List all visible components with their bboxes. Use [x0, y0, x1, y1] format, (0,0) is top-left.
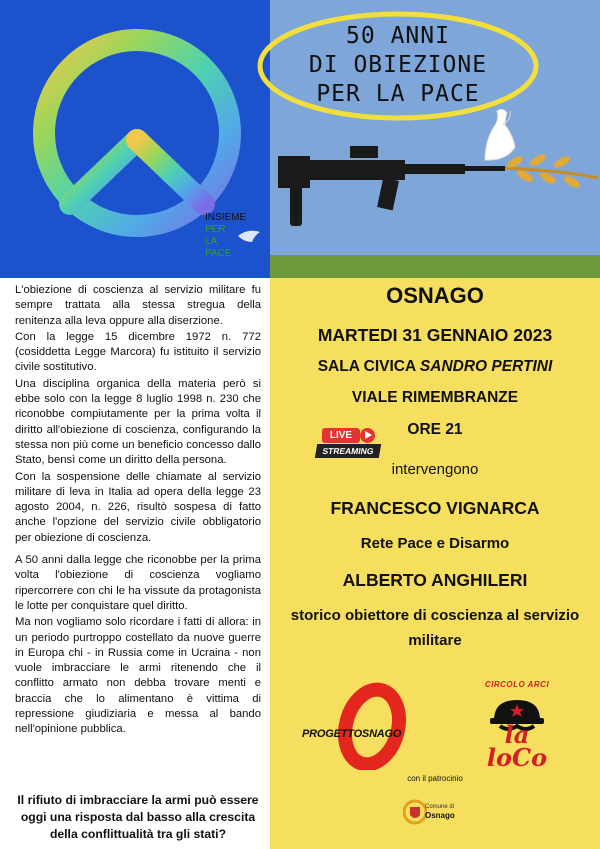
paragraph: A 50 anni dalla legge che riconobbe per la prima volta l'obiezione di coscienza vogliamo ripercorrere con chi le ha vissute da protagonista le lotte per conquistare quel diritto.: [15, 554, 261, 612]
paragraph: L'obiezione di coscienza al servizio militare fu sempre trattata alla stessa stregua della renitenza alla leva oppure alla diserzione.: [15, 284, 261, 327]
progetto-label: PROGETTOSNAGO: [302, 728, 402, 740]
progetto-o-icon: [302, 680, 422, 770]
intervengono-label: intervengono: [391, 461, 479, 478]
article-body: [15, 283, 261, 739]
comune-small-label: Comune di: [425, 804, 455, 810]
patrocinio-label: con il patrocinio: [407, 774, 463, 783]
event-city: OSNAGO: [386, 283, 484, 308]
rifle-icon: [278, 146, 505, 226]
play-icon: [360, 428, 375, 443]
insieme-per-la-pace-logo: [205, 212, 246, 260]
paragraph: Ma non vogliamo solo ricordare i fatti di allora: in un periodo purtroppo costellato da nuove guerre in Europa chi - in Russia come in Ucraina - non vuole imbracciare le armi ritenendo che il conflitto armato non debba trovare menti e braccia che lo alimentano è vittima di repressione giudiziaria e messa al bando nell'opinione pubblica.: [15, 616, 261, 736]
paragraph: Con la sospensione delle chiamate al servizio militare di leva in Italia ad opera della legge 23 agosto 2004, n. 226, risultò sospesa di fatto anche l'opzione del servizio civile obbligatorio per obiezione di coscienza.: [15, 470, 261, 544]
venue-prefix: SALA CIVICA: [317, 358, 420, 375]
comune-osnago-logo: [403, 790, 463, 838]
event-venue: [270, 358, 600, 376]
loco-circolo-label: CIRCOLO ARCI: [484, 680, 550, 689]
paragraph: Una disciplina organica della materia però si ebbe solo con la legge 8 luglio 1998 n. 230 che riconobbe compiutamente per la prima volta il diritto all'obiezione di coscienza, configurando la stessa non più come un beneficio concesso dallo Stato, bensì come un diritto della persona.: [15, 377, 261, 467]
insieme-line-3: LA: [205, 236, 218, 247]
la-loco-logo: [472, 680, 562, 775]
title-line-3: PER LA PACE: [316, 80, 480, 107]
progetto-osnago-logo: [302, 680, 422, 770]
comune-name-label: Osnago: [425, 811, 455, 820]
title-line-2: DI OBIEZIONE: [308, 51, 488, 78]
title-line-1: 50 ANNI: [346, 22, 450, 49]
speaker-2-role: storico obiettore di coscienza al servizio militare: [290, 607, 580, 649]
insieme-line-2: PER: [205, 224, 226, 235]
main-title: [258, 10, 538, 120]
speaker-1-role: Rete Pace e Disarmo: [360, 535, 510, 552]
peace-sign-icon: [44, 40, 230, 226]
wheat-icon: [505, 152, 598, 190]
closing-question: Il rifiuto di imbracciare la armi può essere oggi una risposta dal basso alla crescita della conflittualità tra gli stati?: [17, 793, 259, 841]
loco-la-text: la: [504, 720, 530, 749]
speaker-1-name: FRANCESCO VIGNARCA: [330, 498, 540, 518]
streaming-label: STREAMING: [315, 444, 381, 458]
event-date: MARTEDI 31 GENNAIO 2023: [317, 325, 553, 345]
live-label: LIVE: [322, 428, 360, 443]
paragraph: Con la legge 15 dicembre 1972 n. 772 (cosiddetta Legge Marcora) fu istituito il servizio civile sostitutivo.: [15, 330, 261, 374]
venue-name: SANDRO PERTINI: [419, 358, 553, 375]
loco-name-text: loCo: [486, 743, 548, 772]
comune-crest-icon: [403, 792, 427, 832]
live-streaming-badge: [322, 428, 380, 464]
event-street: VIALE RIMEMBRANZE: [351, 389, 519, 406]
insieme-line-4: PACE: [205, 248, 232, 259]
event-time: ORE 21: [407, 421, 463, 438]
speaker-2-name: ALBERTO ANGHILERI: [342, 570, 528, 590]
insieme-line-1: INSIEME: [205, 212, 247, 223]
